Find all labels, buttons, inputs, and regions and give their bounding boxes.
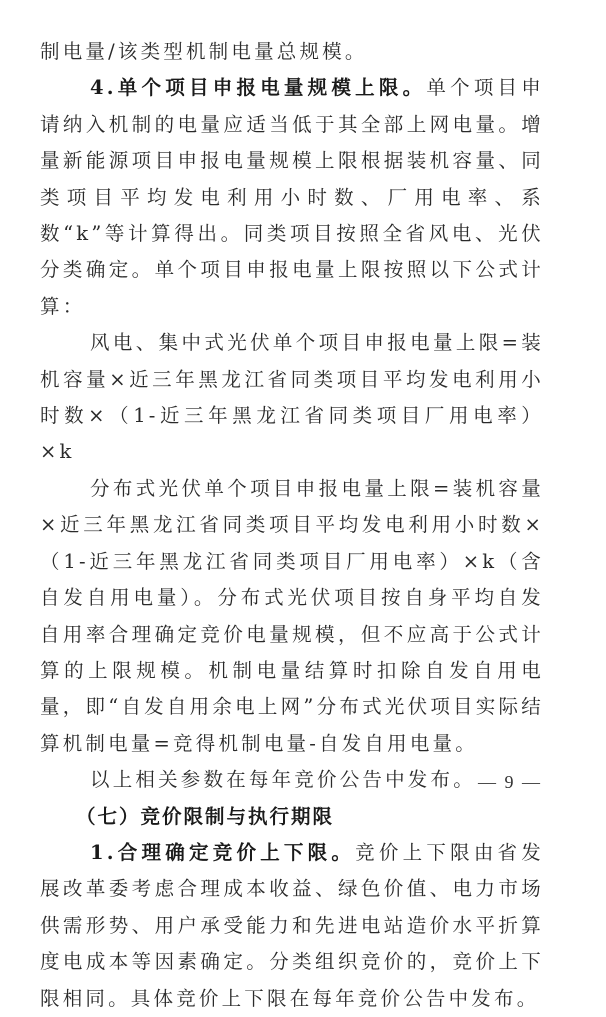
- page-number: — 9 —: [478, 772, 542, 792]
- document-page: [40, 34, 544, 1017]
- item-heading: 4.单个项目申报电量规模上限。: [90, 76, 427, 100]
- item-heading: 1.合理确定竞价上下限。: [90, 840, 356, 864]
- paragraph-item-4: [40, 70, 544, 325]
- paragraph-formula-wind-centralized-pv: 风电、集中式光伏单个项目申报电量上限=装机容量×近三年黑龙江省同类项目平均发电利用小时数×（1-近三年黑龙江省同类项目厂用电率）×k: [40, 331, 544, 464]
- item-body: 竞价上下限由省发展改革委考虑合理成本收益、绿色价值、电力市场供需形势、用户承受能力和先进电站造价水平折算度电成本等因素确定。分类组织竞价的，竞价上下限相同。具体竞价上下限在每年竞价公告中发布。: [40, 840, 544, 1010]
- item-body: 单个项目申请纳入机制的电量应适当低于其全部上网电量。增量新能源项目申报电量规模上限根据装机容量、同类项目平均发电利用小时数、厂用电率、系数“k”等计算得出。同类项目按照全省风电、光伏分类确定。单个项目申报电量上限按照以下公式计算：: [40, 76, 544, 318]
- paragraph-item-1: [40, 835, 544, 1017]
- paragraph-continuation: 制电量/该类型机制电量总规模。: [40, 40, 368, 63]
- section-heading: （七）竞价限制与执行期限: [76, 804, 335, 828]
- paragraph-parameters-note: 以上相关参数在每年竞价公告中发布。: [90, 768, 476, 792]
- paragraph-formula-distributed-pv: 分布式光伏单个项目申报电量上限=装机容量×近三年黑龙江省同类项目平均发电利用小时数×（1-近三年黑龙江省同类项目厂用电率）×k（含自发自用电量）。分布式光伏项目按自身平均自发自用率合理确定竞价电量规模，但不应高于公式计算的上限规模。机制电量结算时扣除自发自用电量，即“自发自用余电上网”分布式光伏项目实际结算机制电量=竞得机制电量-自发自用电量。: [40, 476, 544, 755]
